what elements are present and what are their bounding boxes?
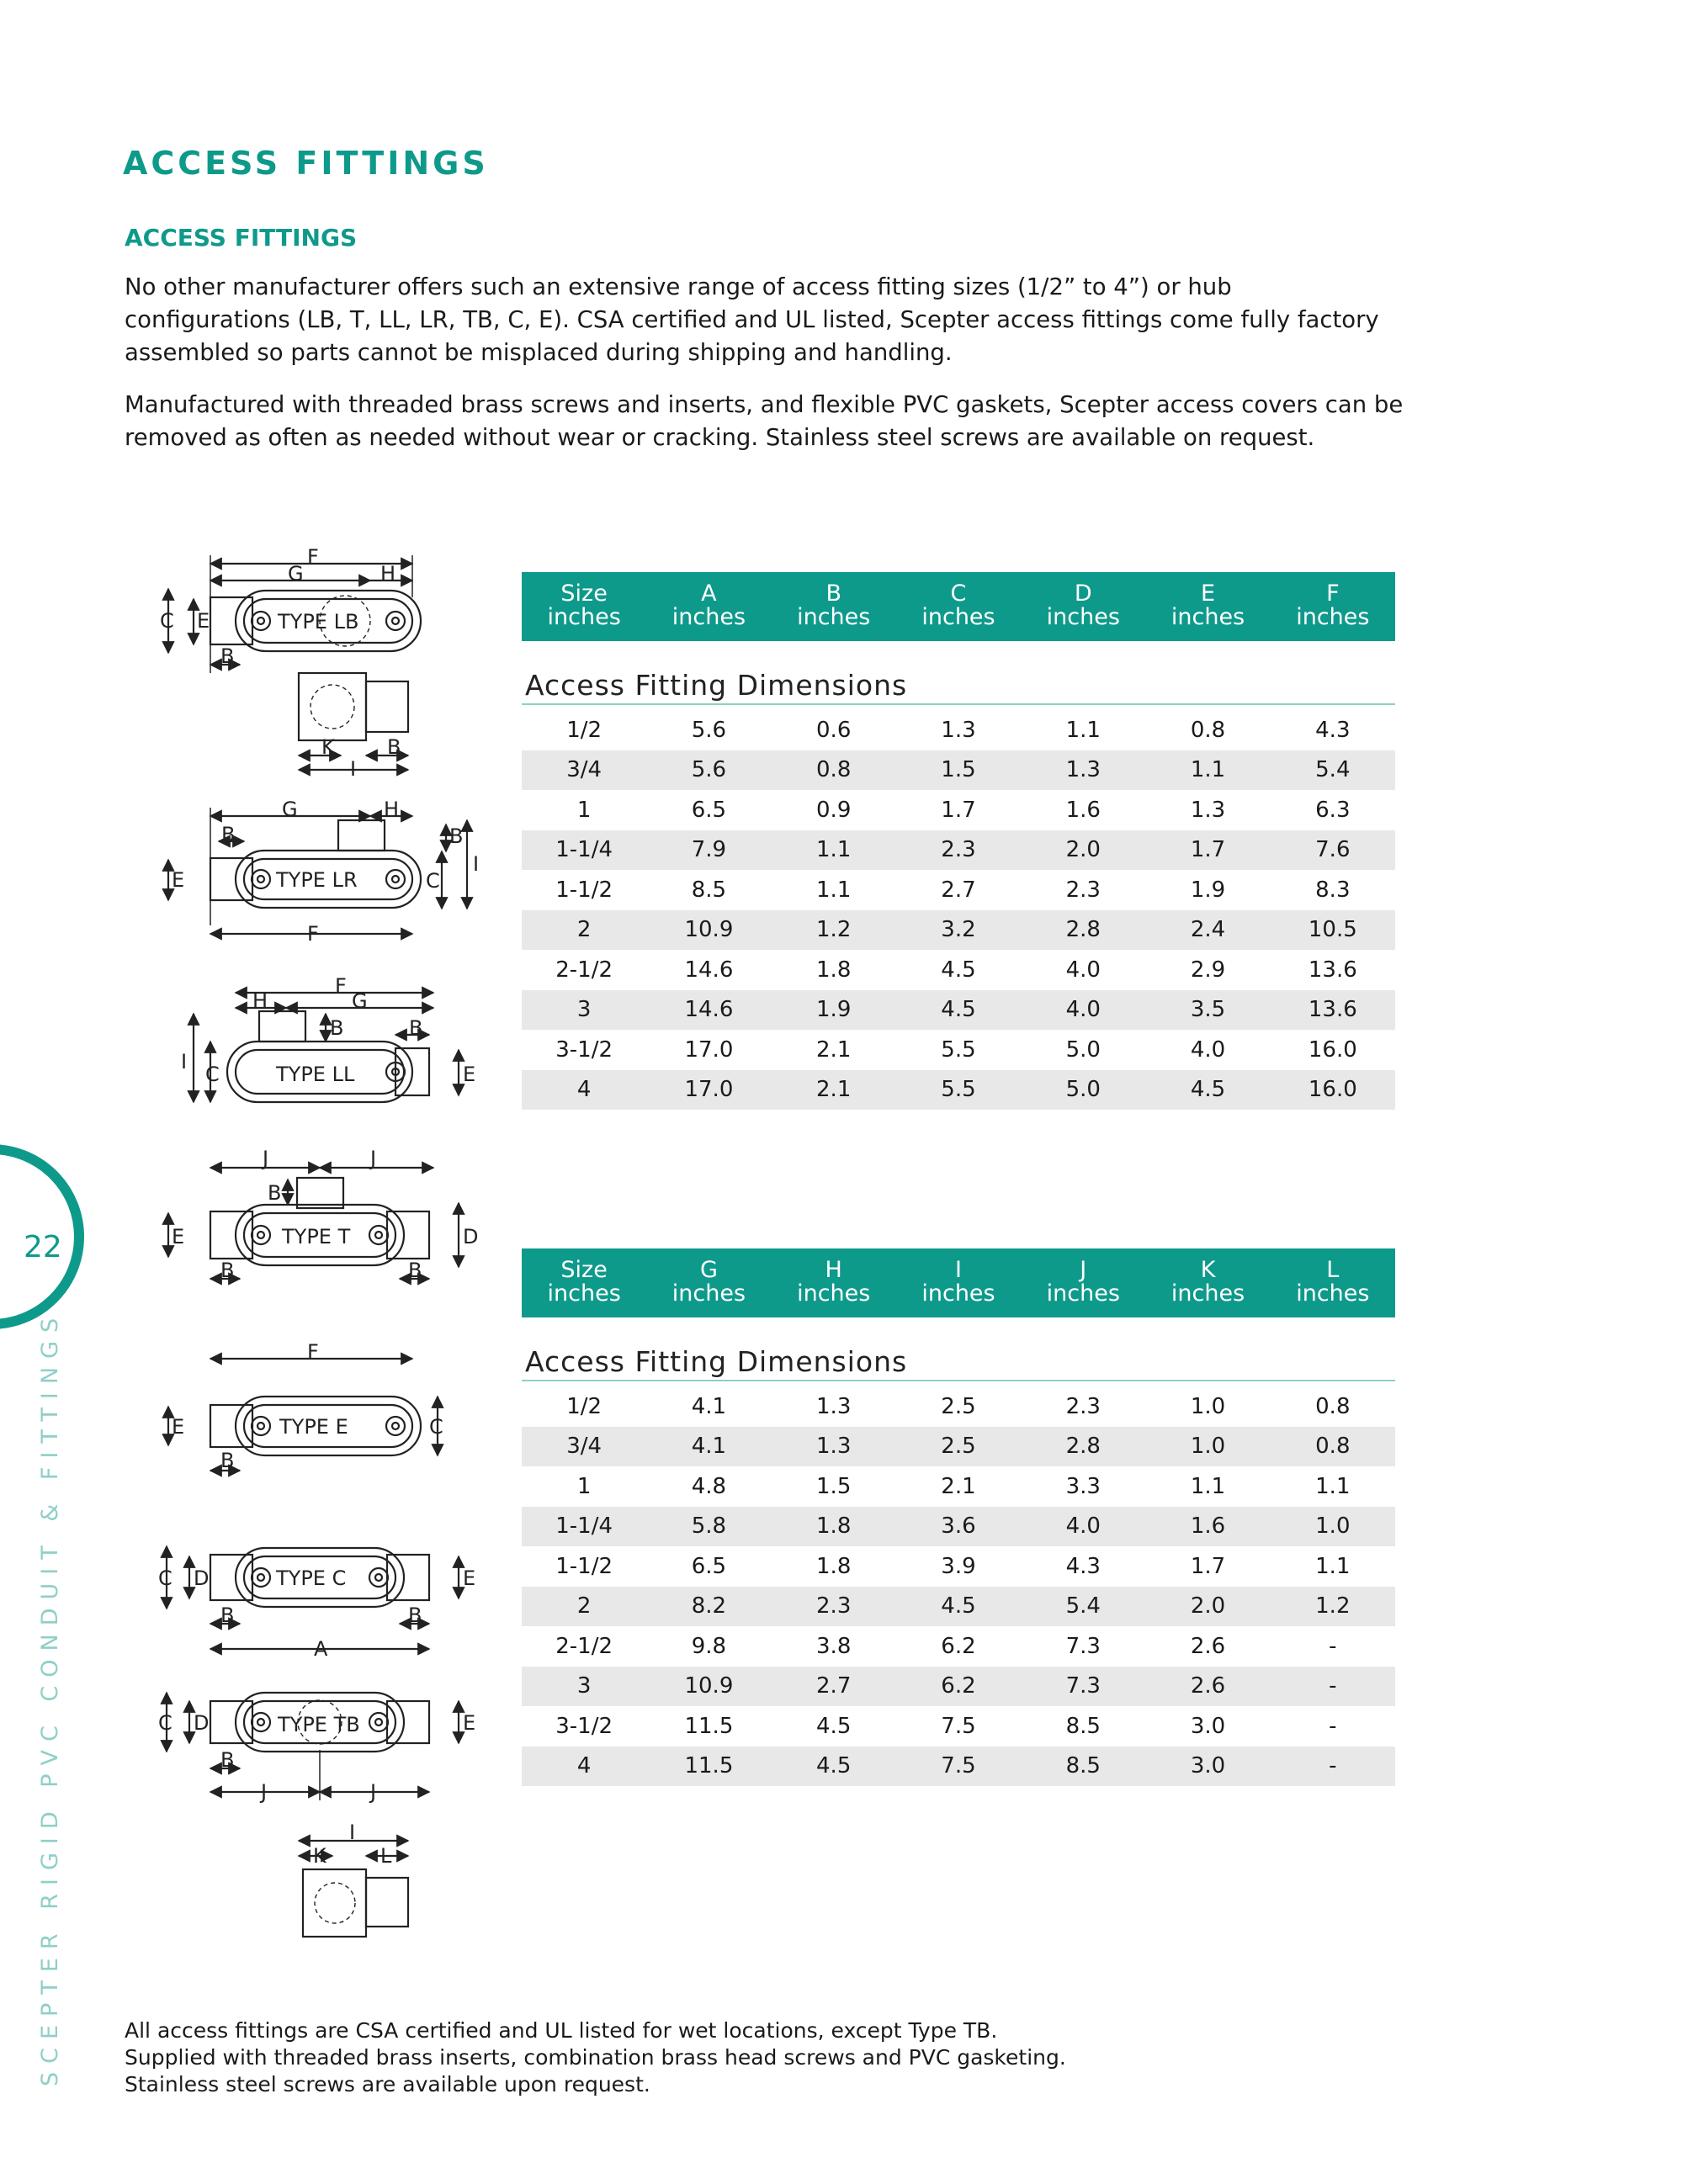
- table-cell: 1.0: [1190, 1393, 1226, 1419]
- t-type-label: TYPE T: [282, 1225, 351, 1248]
- table-cell: 1.5: [816, 1473, 852, 1499]
- table-row: [522, 950, 1395, 990]
- table-cell: 2.9: [1190, 957, 1226, 983]
- lr-b-label: B: [221, 823, 236, 846]
- c-d-label: D: [194, 1566, 210, 1590]
- ll-g-label: G: [352, 989, 368, 1013]
- table-cell: 9.8: [691, 1633, 727, 1659]
- table-cell: 1.3: [816, 1393, 852, 1419]
- table-row: [522, 990, 1395, 1031]
- footer-line: Stainless steel screws are available upon request.: [125, 2072, 650, 2097]
- header-cell: C inches: [921, 580, 995, 630]
- table-cell: 1.3: [1065, 757, 1101, 783]
- table-cell: 2.7: [816, 1673, 852, 1699]
- table-cell: 7.6: [1315, 837, 1351, 863]
- page-number: 22: [24, 1230, 62, 1264]
- lr-i-label: I: [473, 852, 480, 876]
- c-b-label: B: [220, 1604, 235, 1627]
- dimensions-table-a-f: [522, 572, 1395, 1110]
- type-t-diagram: [168, 1147, 478, 1282]
- dimensions-table-g-l: [522, 1248, 1395, 1786]
- materials-paragraph: Manufactured with threaded brass screws and inserts, and flexible PVC gaskets, Scepter access covers can be removed as often as needed without wear or cracking. Stainless steel screws are available on request.: [125, 391, 1404, 451]
- lb-type-label: TYPE LB: [278, 610, 359, 633]
- table-cell: 1.1: [1315, 1473, 1351, 1499]
- table-cell: 6.5: [691, 797, 727, 823]
- table-cell: 1.0: [1190, 1434, 1226, 1460]
- table-cell: 1.2: [1315, 1593, 1351, 1619]
- table-cell: 1.1: [1190, 1473, 1226, 1499]
- table-cell: 1.3: [816, 1434, 852, 1460]
- table-header: [522, 1248, 1395, 1317]
- table-cell: 1.7: [1190, 1553, 1226, 1579]
- table-cell: 2: [576, 917, 592, 943]
- t-b2-label: B: [220, 1259, 235, 1282]
- t-b-label: B: [268, 1181, 282, 1205]
- table-cell: 4.3: [1315, 717, 1351, 743]
- table-cell: 4.0: [1065, 1513, 1101, 1540]
- table-cell: 2.0: [1065, 837, 1101, 863]
- ll-type-label: TYPE LL: [276, 1063, 355, 1086]
- table-cell: 3.8: [816, 1633, 852, 1659]
- table-cell: 7.5: [941, 1753, 976, 1779]
- table-cell: 8.2: [691, 1593, 727, 1619]
- c-type-label: TYPE C: [276, 1566, 347, 1590]
- table-cell: 2.3: [1065, 1393, 1101, 1419]
- table-cell: 10.9: [684, 917, 734, 943]
- table-cell: 2.0: [1190, 1593, 1226, 1619]
- fitting-diagrams: [143, 538, 505, 1952]
- table-cell: 2-1/2: [555, 1633, 613, 1659]
- table-cell: 0.8: [1315, 1434, 1351, 1460]
- header-cell: I inches: [921, 1257, 995, 1307]
- tb-l-label: L: [380, 1844, 392, 1868]
- type-ll-diagram: [181, 974, 475, 1102]
- table-cell: 5.5: [941, 1036, 976, 1063]
- table-cell: 4.1: [691, 1434, 727, 1460]
- header-cell: B inches: [797, 580, 871, 630]
- header-cell: J inches: [1046, 1257, 1120, 1307]
- header-cell: Size inches: [547, 580, 621, 630]
- t-j2-label: J: [370, 1147, 377, 1170]
- lb-i-label: I: [350, 757, 357, 781]
- header-cell: H inches: [797, 1257, 871, 1307]
- table-cell: 2-1/2: [555, 957, 613, 983]
- table-cell: 3.6: [941, 1513, 976, 1540]
- table-cell: 5.0: [1065, 1077, 1101, 1103]
- tb-d-label: D: [194, 1711, 210, 1735]
- ll-b2-label: B: [409, 1016, 423, 1040]
- table-cell: 5.4: [1065, 1593, 1101, 1619]
- t-j-label: J: [263, 1147, 269, 1170]
- table-body: [522, 705, 1395, 1110]
- ll-i-label: I: [181, 1050, 188, 1073]
- table-cell: 3.0: [1190, 1713, 1226, 1739]
- table-row: [522, 870, 1395, 910]
- table-cell: 2.1: [816, 1077, 852, 1103]
- ll-e-label: E: [463, 1063, 476, 1086]
- table-cell: 3: [576, 1673, 592, 1699]
- table-cell: 2.8: [1065, 917, 1101, 943]
- table-row: [522, 1030, 1395, 1070]
- header-cell: G inches: [671, 1257, 746, 1307]
- table-cell: 1-1/4: [555, 1513, 613, 1540]
- table-cell: 0.9: [816, 797, 852, 823]
- table-cell: -: [1329, 1633, 1337, 1659]
- table-cell: 4: [576, 1753, 592, 1779]
- table-cell: 8.3: [1315, 877, 1351, 903]
- table-cell: 5.6: [691, 757, 727, 783]
- table-cell: 1: [576, 1473, 592, 1499]
- c-e-label: E: [463, 1566, 476, 1590]
- table-cell: 14.6: [684, 957, 734, 983]
- footer-notes: [125, 2017, 1066, 2098]
- table-cell: 1.3: [1190, 797, 1226, 823]
- e-b-label: B: [220, 1449, 235, 1472]
- table-cell: 4.3: [1065, 1553, 1101, 1579]
- table-cell: 1/2: [566, 1393, 602, 1419]
- type-e-diagram: [168, 1340, 443, 1472]
- table-cell: 1.8: [816, 1513, 852, 1540]
- table-cell: 0.8: [1190, 717, 1226, 743]
- table-cell: 1.1: [816, 877, 852, 903]
- table-cell: 0.8: [816, 757, 852, 783]
- lr-h-label: H: [384, 798, 400, 821]
- header-cell: A inches: [671, 580, 746, 630]
- table-cell: 2.8: [1065, 1434, 1101, 1460]
- type-c-diagram: [158, 1546, 475, 1661]
- table-cell: 1.5: [941, 757, 976, 783]
- header-cell: E inches: [1170, 580, 1245, 630]
- tb-j-label: J: [261, 1780, 268, 1804]
- table-cell: 4.1: [691, 1393, 727, 1419]
- lr-g-label: G: [282, 798, 298, 821]
- tb-j2-label: J: [370, 1780, 377, 1804]
- table-cell: 3/4: [566, 757, 602, 783]
- table-cell: 1.1: [816, 837, 852, 863]
- table-cell: 3.5: [1190, 997, 1226, 1023]
- table-cell: 4.5: [816, 1713, 852, 1739]
- table-cell: 13.6: [1308, 997, 1357, 1023]
- tb-type-label: TYPE TB: [278, 1713, 360, 1736]
- table-cell: 2.6: [1190, 1673, 1226, 1699]
- table-cell: 3: [576, 997, 592, 1023]
- table-cell: 3/4: [566, 1434, 602, 1460]
- table-cell: 8.5: [691, 877, 727, 903]
- c-c-label: C: [158, 1566, 173, 1590]
- table-cell: 7.3: [1065, 1673, 1101, 1699]
- table-cell: 1.9: [816, 997, 852, 1023]
- table-body: [522, 1381, 1395, 1786]
- ll-c-label: C: [205, 1063, 220, 1086]
- table-cell: 6.3: [1315, 797, 1351, 823]
- table-cell: 6.2: [941, 1633, 976, 1659]
- table-cell: 2.7: [941, 877, 976, 903]
- table-cell: 2.5: [941, 1434, 976, 1460]
- ll-b-label: B: [330, 1016, 344, 1040]
- lr-b2-label: B: [449, 824, 464, 848]
- table-cell: 4: [576, 1077, 592, 1103]
- table-cell: 1/2: [566, 717, 602, 743]
- table-cell: 3.0: [1190, 1753, 1226, 1779]
- table-cell: 1.1: [1315, 1553, 1351, 1579]
- table-cell: -: [1329, 1713, 1337, 1739]
- intro-paragraph: No other manufacturer offers such an extensive range of access fitting sizes (1/2” to 4”) or hub configurations (LB, T, LL, LR, TB, C, E). CSA certified and UL listed, Scepter access fittings come fully factory assembled so parts cannot be misplaced during shipping and handling.: [125, 273, 1379, 366]
- table-cell: 11.5: [684, 1713, 734, 1739]
- header-cell: F inches: [1296, 580, 1370, 630]
- tb-k-label: K: [313, 1844, 326, 1868]
- e-f-label: F: [307, 1340, 319, 1364]
- t-b3-label: B: [408, 1259, 422, 1282]
- table-cell: 6.2: [941, 1673, 976, 1699]
- e-c-label: C: [429, 1415, 443, 1439]
- lr-c-label: C: [426, 869, 440, 893]
- table-row: [522, 1507, 1395, 1547]
- type-lr-diagram: [168, 798, 479, 946]
- header-cell: K inches: [1170, 1257, 1245, 1307]
- table-cell: 3-1/2: [555, 1713, 613, 1739]
- t-e-label: E: [172, 1225, 185, 1248]
- table-cell: 2.5: [941, 1393, 976, 1419]
- table-row: [522, 1466, 1395, 1507]
- table-cell: 7.9: [691, 837, 727, 863]
- table-cell: 0.6: [816, 717, 852, 743]
- t-d-label: D: [463, 1225, 479, 1248]
- table-cell: 1.9: [1190, 877, 1226, 903]
- table-cell: 1.6: [1190, 1513, 1226, 1540]
- table-cell: 1.8: [816, 1553, 852, 1579]
- table-cell: 7.5: [941, 1713, 976, 1739]
- table-cell: 1.2: [816, 917, 852, 943]
- table-cell: 3.2: [941, 917, 976, 943]
- table-cell: 1-1/2: [555, 877, 613, 903]
- table-cell: 1.3: [941, 717, 976, 743]
- table-cell: 17.0: [684, 1036, 734, 1063]
- table-cell: 1.7: [1190, 837, 1226, 863]
- table-row: [522, 1667, 1395, 1707]
- table-cell: 4.0: [1190, 1036, 1226, 1063]
- table-row: [522, 1427, 1395, 1467]
- table-cell: 3.9: [941, 1553, 976, 1579]
- section-subtitle: ACCESS FITTINGS: [125, 224, 358, 252]
- table-cell: 16.0: [1308, 1077, 1357, 1103]
- table-cell: 6.5: [691, 1553, 727, 1579]
- table-row: [522, 790, 1395, 830]
- table-row: [522, 1386, 1395, 1427]
- header-cell: D inches: [1046, 580, 1120, 630]
- type-lb-diagram: [160, 545, 421, 781]
- lb-b-label: B: [220, 644, 235, 668]
- table-row: [522, 710, 1395, 750]
- table-cell: 1.7: [941, 797, 976, 823]
- table-cell: 17.0: [684, 1077, 734, 1103]
- table-cell: 1.0: [1315, 1513, 1351, 1540]
- table-cell: 2.4: [1190, 917, 1226, 943]
- table-row: [522, 1546, 1395, 1587]
- c-b2-label: B: [408, 1604, 422, 1627]
- e-type-label: TYPE E: [279, 1415, 348, 1439]
- table-row: [522, 1070, 1395, 1111]
- lb-h-label: H: [380, 562, 396, 586]
- c-a-label: A: [314, 1637, 328, 1661]
- table-cell: 4.0: [1065, 957, 1101, 983]
- lb-f-label: F: [307, 545, 319, 569]
- table-cell: 5.8: [691, 1513, 727, 1540]
- ll-f-label: F: [335, 974, 347, 998]
- table-cell: 8.5: [1065, 1753, 1101, 1779]
- lb-g-label: G: [288, 562, 304, 586]
- table-cell: 1-1/2: [555, 1553, 613, 1579]
- table-cell: 1.1: [1190, 757, 1226, 783]
- table-cell: 10.9: [684, 1673, 734, 1699]
- table-cell: 4.0: [1065, 997, 1101, 1023]
- lb-k-label: K: [321, 735, 335, 759]
- tb-e-label: E: [463, 1711, 476, 1735]
- table-cell: -: [1329, 1673, 1337, 1699]
- tb-i-label: I: [349, 1821, 356, 1844]
- lr-type-label: TYPE LR: [276, 868, 358, 892]
- table-cell: 4.5: [1190, 1077, 1226, 1103]
- table-cell: 11.5: [684, 1753, 734, 1779]
- lr-f-label: F: [307, 922, 319, 946]
- table-cell: 1.1: [1065, 717, 1101, 743]
- table-row: [522, 1706, 1395, 1747]
- table-cell: 4.8: [691, 1473, 727, 1499]
- table-cell: 1: [576, 797, 592, 823]
- table-row: [522, 830, 1395, 871]
- header-cell: Size inches: [547, 1257, 621, 1307]
- table-cell: 4.5: [816, 1753, 852, 1779]
- table-cell: 10.5: [1308, 917, 1357, 943]
- table-cell: 16.0: [1308, 1036, 1357, 1063]
- table-header: [522, 572, 1395, 641]
- table-cell: 4.5: [941, 957, 976, 983]
- table-cell: 14.6: [684, 997, 734, 1023]
- table-row: [522, 750, 1395, 791]
- page-title: ACCESS FITTINGS: [123, 145, 489, 182]
- lb-e-label: E: [197, 609, 210, 633]
- e-e-label: E: [172, 1415, 185, 1439]
- table-cell: 5.4: [1315, 757, 1351, 783]
- table-cell: 8.5: [1065, 1713, 1101, 1739]
- table-caption: Access Fitting Dimensions: [522, 1344, 1395, 1381]
- footer-line: Supplied with threaded brass inserts, combination brass head screws and PVC gasketing.: [125, 2045, 1066, 2070]
- footer-line: All access fittings are CSA certified and UL listed for wet locations, except Type TB.: [125, 2018, 998, 2043]
- lb-b2-label: B: [387, 735, 401, 759]
- lb-c-label: C: [160, 609, 174, 633]
- table-cell: 5.5: [941, 1077, 976, 1103]
- side-label: SCEPTER RIGID PVC CONDUIT & FITTINGS: [37, 1309, 63, 2086]
- table-caption: Access Fitting Dimensions: [522, 668, 1395, 705]
- table-cell: 4.5: [941, 997, 976, 1023]
- table-cell: 2.1: [941, 1473, 976, 1499]
- table-cell: -: [1329, 1753, 1337, 1779]
- ll-h-label: H: [252, 989, 268, 1013]
- table-cell: 2.1: [816, 1036, 852, 1063]
- lr-e-label: E: [172, 868, 185, 892]
- tb-b-label: B: [220, 1748, 235, 1772]
- table-cell: 4.5: [941, 1593, 976, 1619]
- table-cell: 1.6: [1065, 797, 1101, 823]
- table-cell: 13.6: [1308, 957, 1357, 983]
- table-cell: 1.8: [816, 957, 852, 983]
- table-cell: 2: [576, 1593, 592, 1619]
- header-cell: L inches: [1296, 1257, 1370, 1307]
- table-cell: 5.6: [691, 717, 727, 743]
- table-row: [522, 1747, 1395, 1787]
- table-cell: 2.6: [1190, 1633, 1226, 1659]
- table-cell: 2.3: [1065, 877, 1101, 903]
- table-cell: 1-1/4: [555, 837, 613, 863]
- table-cell: 0.8: [1315, 1393, 1351, 1419]
- table-cell: 5.0: [1065, 1036, 1101, 1063]
- type-tb-diagram: [158, 1693, 475, 1937]
- table-cell: 3-1/2: [555, 1036, 613, 1063]
- table-row: [522, 1626, 1395, 1667]
- tb-c-label: C: [158, 1711, 173, 1735]
- table-cell: 3.3: [1065, 1473, 1101, 1499]
- table-row: [522, 1587, 1395, 1627]
- table-row: [522, 910, 1395, 951]
- table-cell: 2.3: [816, 1593, 852, 1619]
- table-cell: 2.3: [941, 837, 976, 863]
- table-cell: 7.3: [1065, 1633, 1101, 1659]
